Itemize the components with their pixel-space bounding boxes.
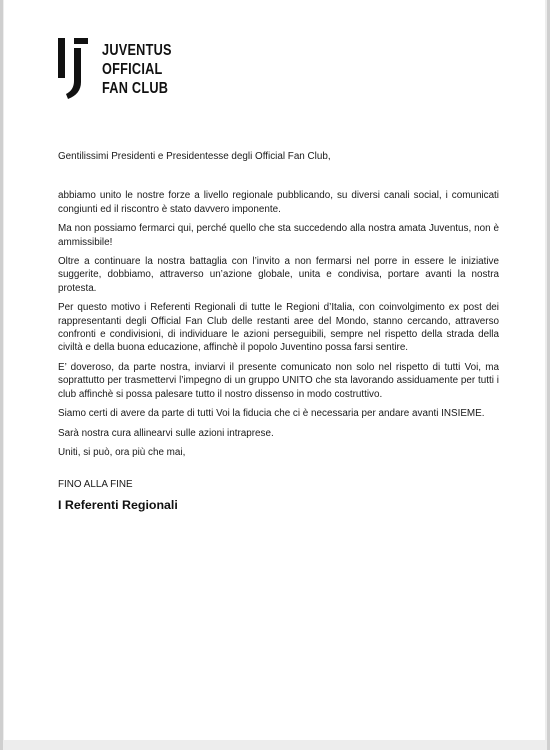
letter-paragraph: Siamo certi di avere da parte di tutti Voi la fiducia che ci è necessaria per andare avanti INSIEME. (58, 408, 485, 420)
logo-wordmark (102, 41, 172, 98)
letter-body (58, 150, 499, 514)
document-page (4, 0, 545, 740)
letter-paragraph: abbiamo unito le nostre forze a livello regionale pubblicando, su diversi canali social, i comunicati congiunti ed il riscontro è stato davvero imponente. (58, 190, 499, 215)
juventus-official-fan-club-logo (58, 38, 188, 100)
letter-paragraph: E’ doveroso, da parte nostra, inviarvi il presente comunicato non solo nel rispetto di tutti Voi, ma soprattutto per trasmettervi l’impegno di un gruppo UNITO che sta lavorando assiduamente per tutti i club affinchè si possa palesare tutto il nostro dissenso in modo costruttivo. (58, 361, 499, 400)
letter-closing: Sarà nostra cura allinearvi sulle azioni intraprese. (58, 427, 274, 439)
logo-line-3: FAN CLUB (102, 80, 169, 97)
letter-motto: FINO ALLA FINE (58, 479, 133, 491)
letter-paragraph: Oltre a continuare la nostra battaglia con l’invito a non fermarsi nel porre in essere le iniziative suggerite, dobbiamo, attraverso un’azione globale, unita e condivisa, portare avanti la nostra protesta. (58, 256, 499, 294)
letter-paragraph: Per questo motivo i Referenti Regionali di tutte le Regioni d’Italia, con coinvolgimento ex post dei rappresentanti degli Official Fan Club delle restanti aree del Mondo, stanno cercando, attraverso confronti e condivisioni, di individuare le azioni perseguibili, sempre nel rispetto della strada della civiltà e della buona educazione, affinchè il popolo Juventino possa farsi sentire. (58, 302, 499, 354)
page-shadow-left (0, 0, 3, 750)
letter-signature: I Referenti Regionali (58, 497, 178, 512)
logo-line-1: JUVENTUS (102, 42, 172, 59)
logo-line-2: OFFICIAL (102, 61, 163, 78)
letter-paragraph: Ma non possiamo fermarci qui, perché quello che sta succedendo alla nostra amata Juventus, non è ammissibile! (58, 223, 499, 248)
letter-salutation: Gentilissimi Presidenti e Presidentesse degli Official Fan Club, (58, 151, 331, 162)
juventus-j-icon (58, 38, 88, 100)
letter-farewell: Uniti, si può, ora più che mai, (58, 446, 186, 458)
